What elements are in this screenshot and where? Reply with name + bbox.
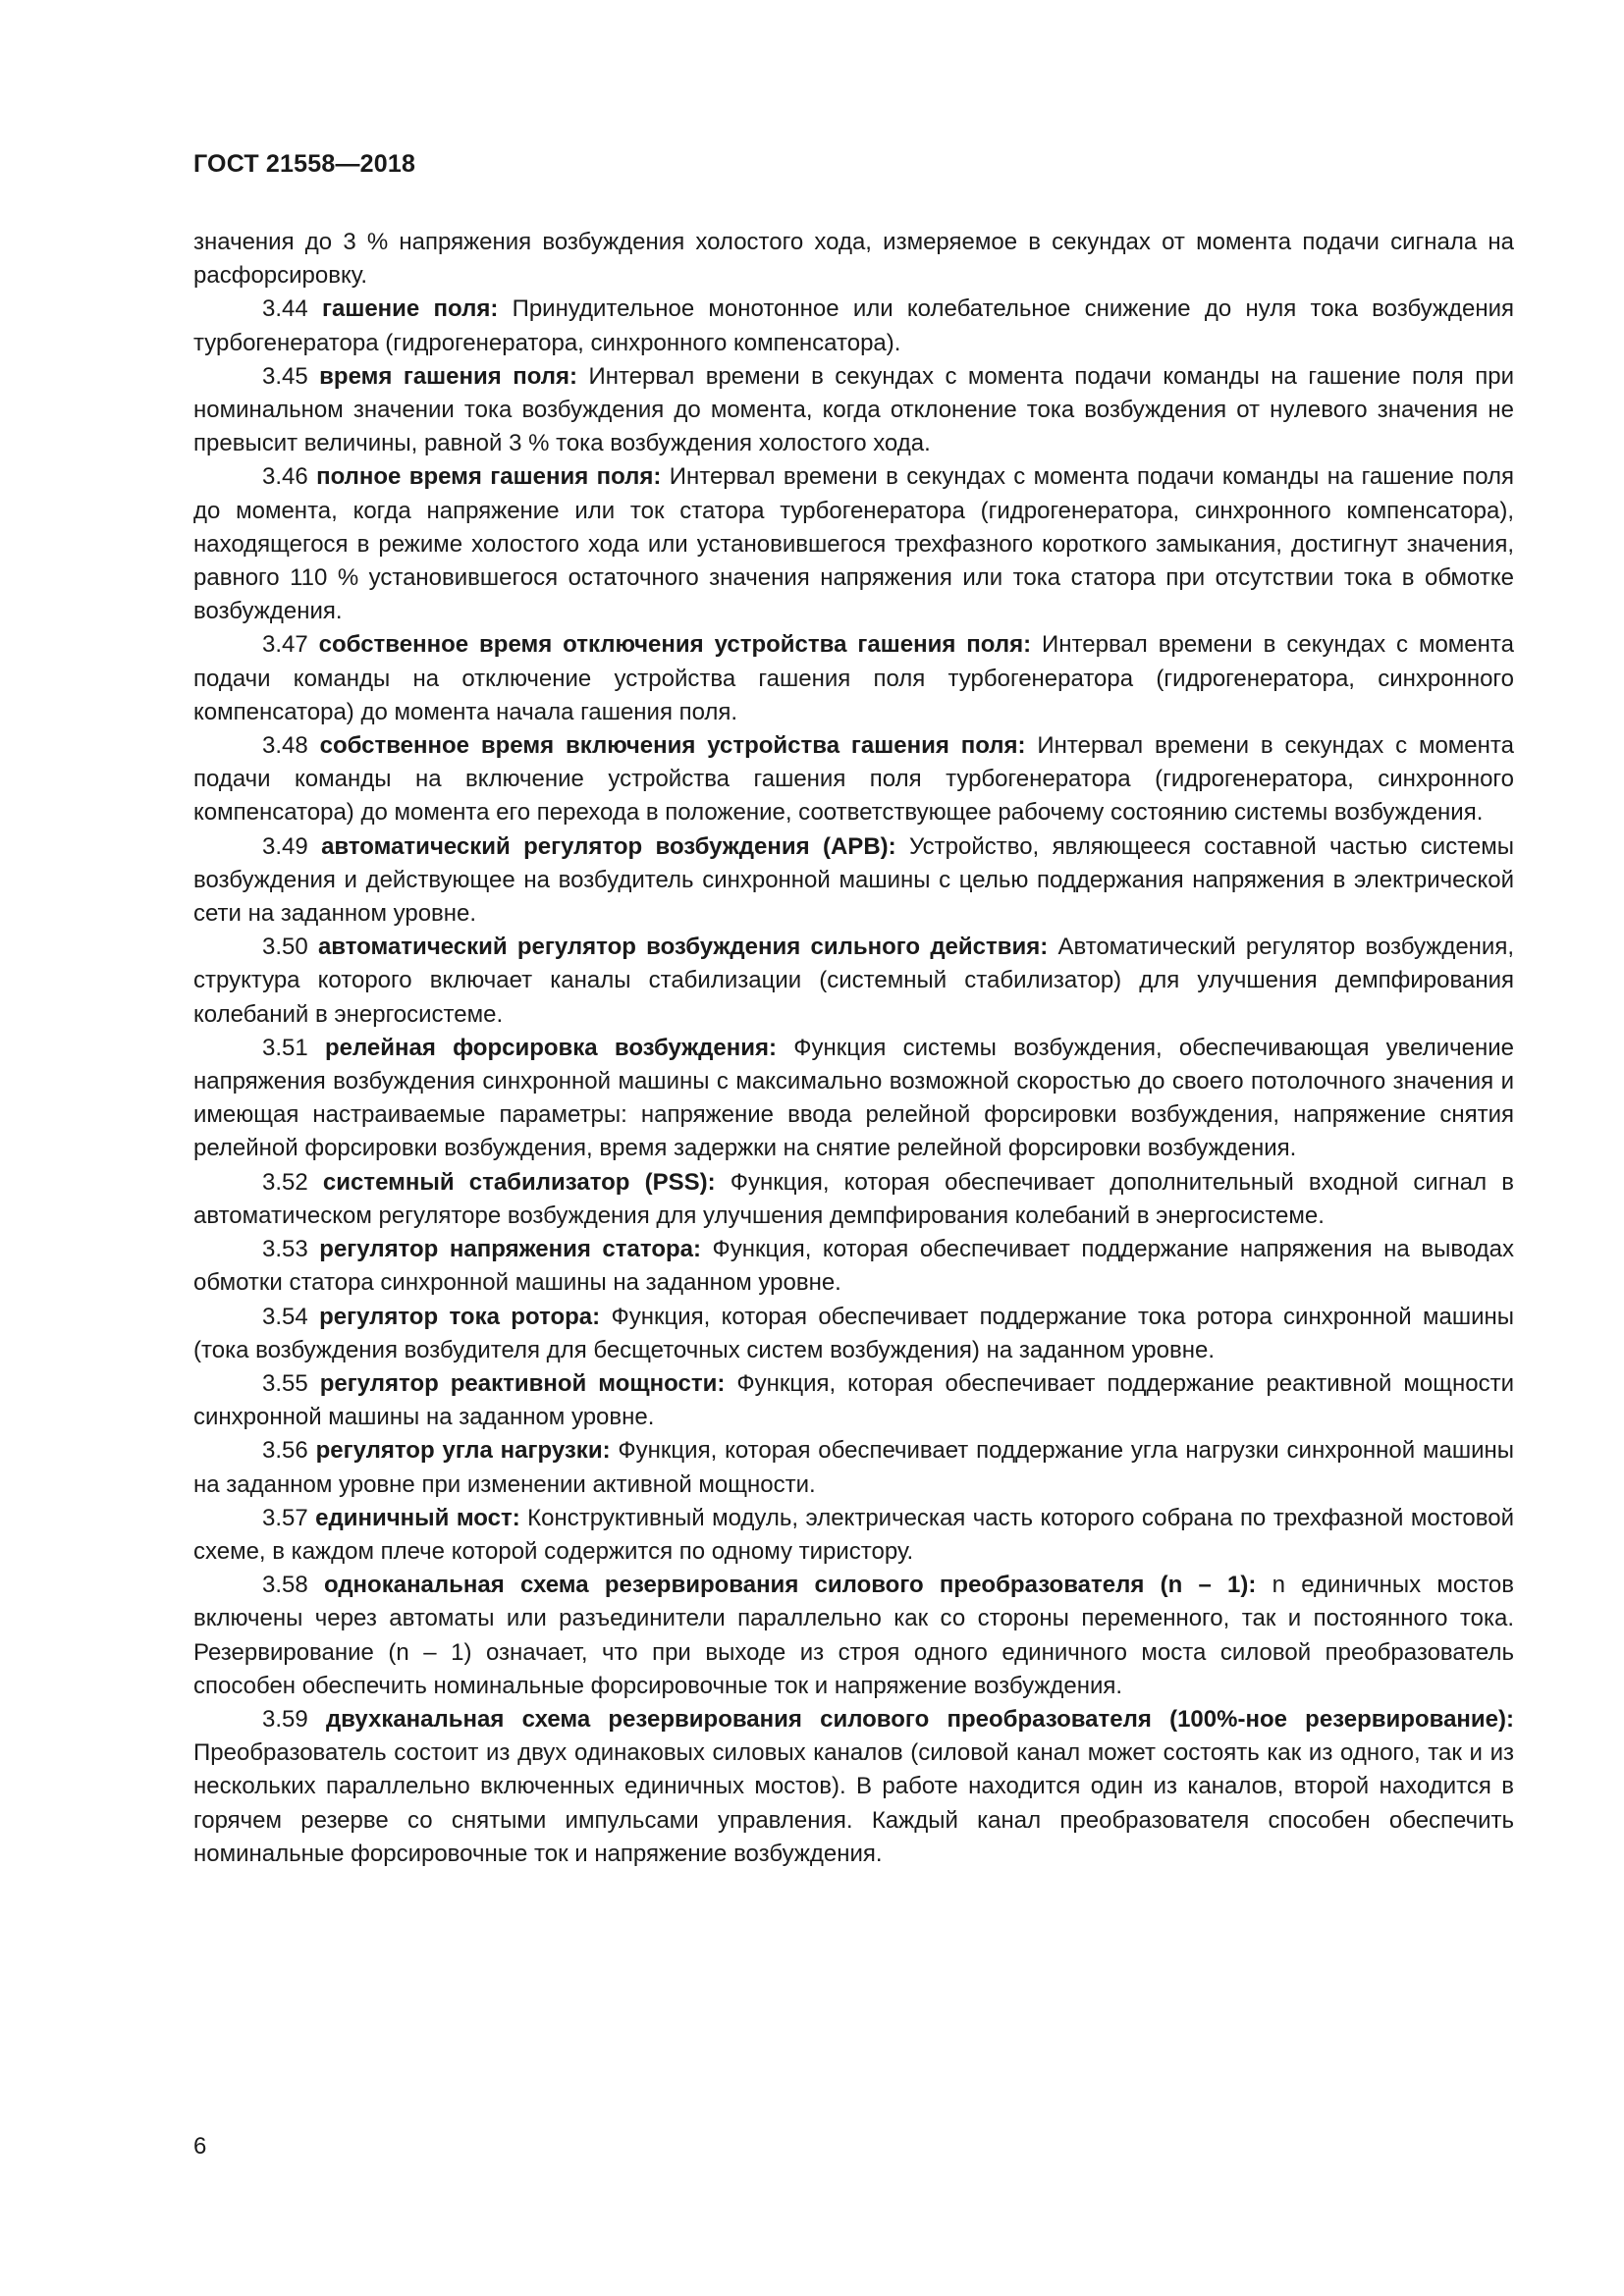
- term-name: автоматический регулятор возбуждения (АРВ):: [321, 832, 896, 860]
- term-paragraph: [193, 1301, 1514, 1367]
- term-paragraph: [193, 931, 1514, 1032]
- term-name: двухканальная схема резервирования силового преобразователя (100%-ное резервирование):: [325, 1705, 1514, 1733]
- term-number: 3.54: [262, 1303, 308, 1330]
- term-number: 3.49: [262, 832, 308, 860]
- term-name: регулятор угла нагрузки:: [315, 1437, 611, 1465]
- term-number: 3.45: [262, 362, 308, 390]
- term-number: 3.44: [262, 295, 308, 323]
- term-definition: Интервал времени в секундах с момента подачи команды на отключение устройства гашения поля турбогенератора (гидрогенератора, синхронного компенсатора) до момента начала гашения поля.: [193, 631, 1514, 725]
- term-paragraph: [193, 1703, 1514, 1871]
- term-paragraph: [193, 1434, 1514, 1501]
- term-number: 3.51: [262, 1034, 308, 1061]
- term-name: одноканальная схема резервирования силового преобразователя (n – 1):: [323, 1572, 1257, 1599]
- term-number: 3.46: [262, 463, 308, 491]
- term-definition: Интервал времени в секундах с момента подачи команды на гашение поля до момента, когда напряжение или ток статора турбогенератора (гидрогенератора, синхронного компенсатора), находящегося в режиме холостого хода или установившегося трехфазного короткого замыкания, достигнут значения, равного 110 % установившегося остаточного значения напряжения или тока статора при отсутствии тока в обмотке возбуждения.: [193, 463, 1515, 625]
- term-definition: Конструктивный модуль, электрическая часть которого собрана по трехфазной мостовой схеме, в каждом плече которой содержится по одному тиристору.: [193, 1504, 1515, 1565]
- term-number: 3.58: [262, 1572, 308, 1599]
- term-definition: Интервал времени в секундах с момента подачи команды на гашение поля при номинальном значении тока возбуждения до момента, когда отклонение тока возбуждения от нулевого значения не превысит величины, равной 3 % тока возбуждения холостого хода.: [193, 362, 1514, 457]
- term-paragraph: [193, 1233, 1514, 1300]
- term-definition: Устройство, являющееся составной частью системы возбуждения и действующее на возбудитель синхронной машины с целью поддержания напряжения в электрической сети на заданном уровне.: [193, 832, 1515, 928]
- term-definition: Функция, которая обеспечивает дополнительный входной сигнал в автоматическом регуляторе возбуждения для улучшения демпфирования колебаний в энергосистеме.: [193, 1168, 1515, 1229]
- term-number: 3.55: [262, 1369, 308, 1397]
- term-name: регулятор напряжения статора:: [319, 1236, 701, 1263]
- term-definition: Автоматический регулятор возбуждения, структура которого включает каналы стабилизации (системный стабилизатор) для улучшения демпфирования колебаний в энергосистеме.: [193, 934, 1514, 1028]
- term-name: полное время гашения поля:: [316, 463, 662, 491]
- term-number: 3.53: [262, 1236, 308, 1263]
- term-name: регулятор тока ротора:: [319, 1303, 601, 1330]
- term-name: регулятор реактивной мощности:: [319, 1369, 726, 1397]
- term-name: автоматический регулятор возбуждения сильного действия:: [317, 934, 1049, 961]
- term-paragraph: [193, 1032, 1514, 1166]
- term-name: собственное время отключения устройства гашения поля:: [318, 631, 1032, 659]
- term-paragraph: [193, 1502, 1514, 1569]
- term-number: 3.50: [262, 934, 308, 961]
- term-name: релейная форсировка возбуждения:: [324, 1034, 777, 1061]
- term-paragraph: [193, 1166, 1514, 1233]
- terms-list: [193, 293, 1514, 1871]
- term-definition: Функция, которая обеспечивает поддержание напряжения на выводах обмотки статора синхронной машины на заданном уровне.: [193, 1236, 1514, 1297]
- term-definition: Функция, которая обеспечивает поддержание угла нагрузки синхронной машины на заданном уровне при изменении активной мощности.: [193, 1437, 1515, 1498]
- term-paragraph: [193, 1367, 1514, 1434]
- term-number: 3.57: [262, 1504, 308, 1531]
- term-paragraph: [193, 293, 1514, 359]
- document-header: ГОСТ 21558—2018: [193, 150, 416, 178]
- term-number: 3.47: [262, 631, 308, 659]
- term-name: собственное время включения устройства гашения поля:: [319, 732, 1026, 760]
- term-definition: Преобразователь состоит из двух одинаковых силовых каналов (силовой канал может состоять как из одного, так и из нескольких параллельно включенных единичных мостов). В работе находится один из каналов, второй находится в горячем резерве со снятыми импульсами управления. Каждый канал преобразователя способен обеспечить номинальные форсировочные ток и напряжение возбуждения.: [193, 1739, 1514, 1867]
- term-paragraph: [193, 628, 1514, 729]
- term-paragraph: [193, 1569, 1514, 1703]
- term-paragraph: [193, 830, 1514, 932]
- term-number: 3.52: [262, 1168, 308, 1196]
- term-name: время гашения поля:: [319, 362, 578, 390]
- term-number: 3.59: [262, 1705, 308, 1733]
- page-number: 6: [193, 2133, 207, 2160]
- term-paragraph: [193, 360, 1514, 461]
- document-body: [193, 226, 1514, 1871]
- term-definition: n единичных мостов включены через автоматы или разъединители параллельно как со стороны переменного, так и постоянного тока. Резервирование (n – 1) означает, что при выходе из строя одного единичного моста силовой преобразователь способен обеспечить номинальные форсировочные ток и напряжение возбуждения.: [193, 1572, 1515, 1699]
- term-number: 3.56: [262, 1437, 308, 1465]
- term-name: единичный мост:: [315, 1504, 520, 1531]
- term-name: системный стабилизатор (PSS):: [322, 1168, 716, 1196]
- term-definition: Функция, которая обеспечивает поддержание реактивной мощности синхронной машины на заданном уровне.: [193, 1369, 1515, 1431]
- term-definition: Принудительное монотонное или колебательное снижение до нуля тока возбуждения турбогенератора (гидрогенератора, синхронного компенсатора).: [193, 295, 1514, 356]
- continuation-paragraph: значения до 3 % напряжения возбуждения холостого хода, измеряемое в секундах от момента подачи сигнала на расфорсировку.: [193, 229, 1514, 290]
- term-definition: Интервал времени в секундах с момента подачи команды на включение устройства гашения поля турбогенератора (гидрогенератора, синхронного компенсатора) до момента его перехода в положение, соответствующее рабочему состоянию системы возбуждения.: [193, 732, 1514, 827]
- term-paragraph: [193, 460, 1514, 628]
- term-name: гашение поля:: [321, 295, 499, 323]
- term-paragraph: [193, 729, 1514, 830]
- term-number: 3.48: [262, 732, 308, 760]
- term-definition: Функция, которая обеспечивает поддержание тока ротора синхронной машины (тока возбуждения возбудителя для бесщеточных систем возбуждения) на заданном уровне.: [193, 1303, 1515, 1363]
- term-definition: Функция системы возбуждения, обеспечивающая увеличение напряжения возбуждения синхронной машины с максимально возможной скоростью до своего потолочного значения и имеющая настраиваемые параметры: напряжение ввода релейной форсировки возбуждения, напряжение снятия релейной форсировки возбуждения, время задержки на снятие релейной форсировки возбуждения.: [193, 1034, 1514, 1162]
